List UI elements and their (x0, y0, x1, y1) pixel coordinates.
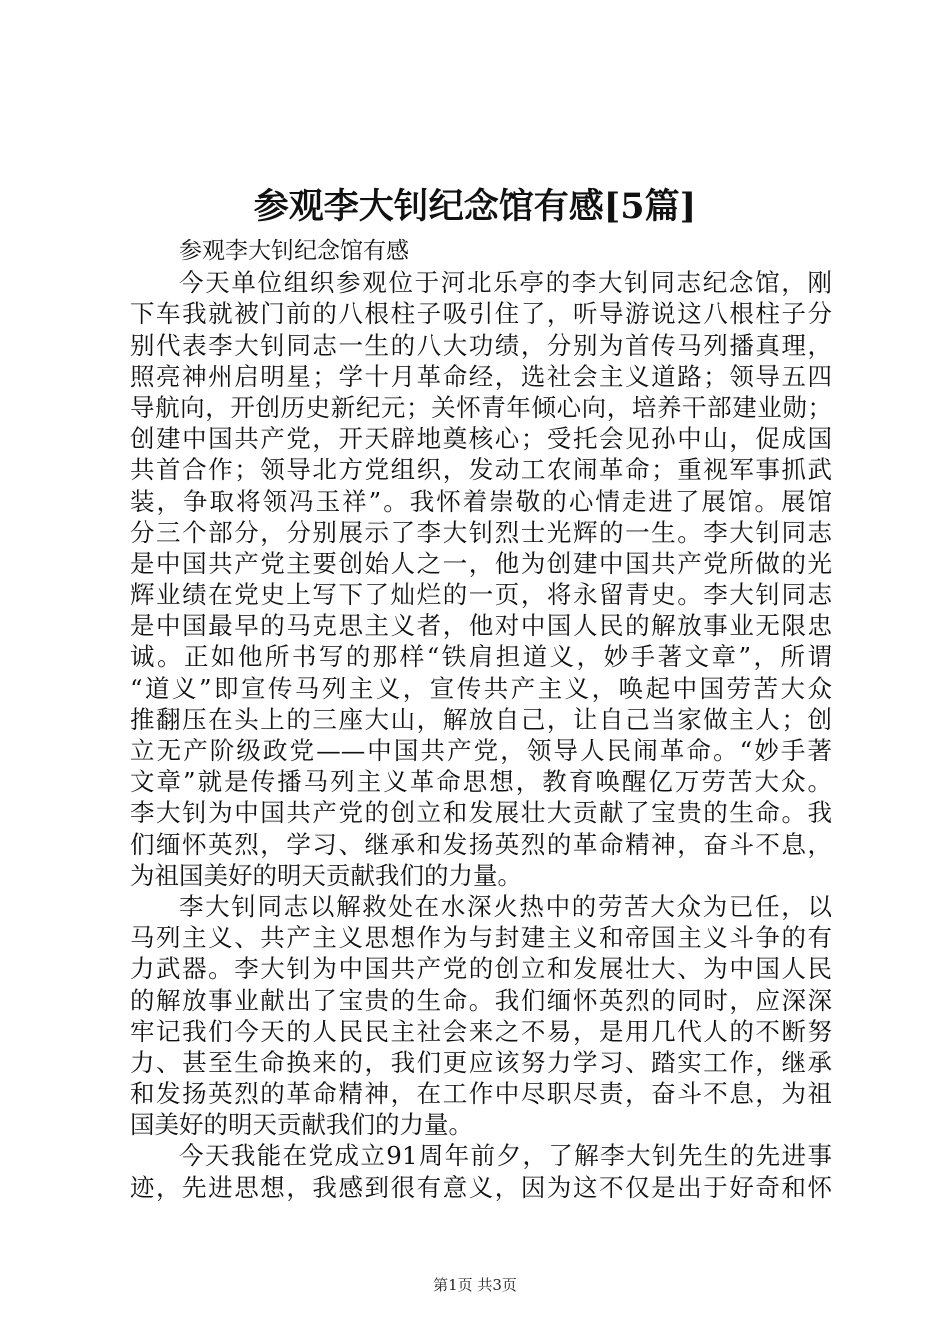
document-title: 参观李大钊纪念馆有感[5篇] (253, 186, 697, 227)
text-line: 国美好的明天贡献我们的力量。 (130, 1110, 473, 1140)
text-line: 下车我就被门前的八根柱子吸引住了，听导游说这八根柱子分 (130, 299, 832, 329)
document-subtitle: 参观李大钊纪念馆有感 (179, 238, 409, 264)
text-line: 辉业绩在党史上写下了灿烂的一页，将永留青史。李大钊同志 (130, 580, 832, 610)
document-body (130, 236, 832, 1203)
text-line: 迹，先进思想，我感到很有意义，因为这不仅是出于好奇和怀 (130, 1172, 832, 1202)
text-line: 是中国共产党主要创始人之一，他为创建中国共产党所做的光 (130, 548, 832, 578)
text-line: 力、甚至生命换来的，我们更应该努力学习、踏实工作，继承 (130, 1047, 832, 1077)
text-line: 李大钊为中国共产党的创立和发展壮大贡献了宝贵的生命。我 (130, 798, 832, 828)
text-line: 的解放事业献出了宝贵的生命。我们缅怀英烈的同时，应深深 (130, 985, 832, 1015)
text-line: “道义”即宣传马列主义，宣传共产主义，唤起中国劳苦大众 (130, 673, 832, 703)
text-line: 李大钊同志以解救处在水深火热中的劳苦大众为已任，以 (179, 891, 832, 921)
text-line: 推翻压在头上的三座大山，解放自己，让自己当家做主人；创 (130, 704, 832, 734)
text-line: 立无产阶级政党——中国共产党，领导人民闹革命。“妙手著 (130, 736, 832, 765)
text-line: 别代表李大钊同志一生的八大功绩，分别为首传马列播真理， (130, 330, 832, 360)
text-line: 诚。正如他所书写的那样“铁肩担道义，妙手著文章”，所谓 (130, 642, 832, 672)
text-line: 导航向，开创历史新纪元；关怀青年倾心向，培养干部建业勋； (130, 392, 832, 422)
text-line: 力武器。李大钊为中国共产党的创立和发展壮大、为中国人民 (130, 954, 832, 984)
text-line: 马列主义、共产主义思想作为与封建主义和帝国主义斗争的有 (130, 923, 832, 953)
text-line: 和发扬英烈的革命精神，在工作中尽职尽责，奋斗不息，为祖 (130, 1079, 832, 1109)
text-line: 创建中国共产党，开天辟地奠核心；受托会见孙中山，促成国 (130, 424, 832, 454)
text-line: 分三个部分，分别展示了李大钊烈士光辉的一生。李大钊同志 (130, 517, 832, 547)
text-line: 共首合作；领导北方党组织，发动工农闹革命；重视军事抓武 (130, 455, 832, 485)
text-line: 文章”就是传播马列主义革命思想，教育唤醒亿万劳苦大众。 (130, 767, 832, 797)
text-line: 牢记我们今天的人民民主社会来之不易，是用几代人的不断努 (130, 1016, 832, 1046)
text-line: 为祖国美好的明天贡献我们的力量。 (130, 860, 522, 890)
text-line: 是中国最早的马克思主义者，他对中国人民的解放事业无限忠 (130, 611, 832, 641)
text-line: 照亮神州启明星；学十月革命经，选社会主义道路；领导五四 (130, 361, 832, 391)
text-line: 今天我能在党成立91周年前夕，了解李大钊先生的先进事 (179, 1141, 832, 1171)
text-line: 今天单位组织参观位于河北乐亭的李大钊同志纪念馆，刚 (179, 268, 832, 298)
page-footer: 第1页 共3页 (433, 1276, 517, 1294)
text-line: 装，争取将领冯玉祥”。我怀着崇敬的心情走进了展馆。展馆 (130, 486, 832, 516)
paragraph-lines (130, 267, 832, 1203)
text-line: 们缅怀英烈，学习、继承和发扬英烈的革命精神，奋斗不息， (130, 829, 832, 859)
